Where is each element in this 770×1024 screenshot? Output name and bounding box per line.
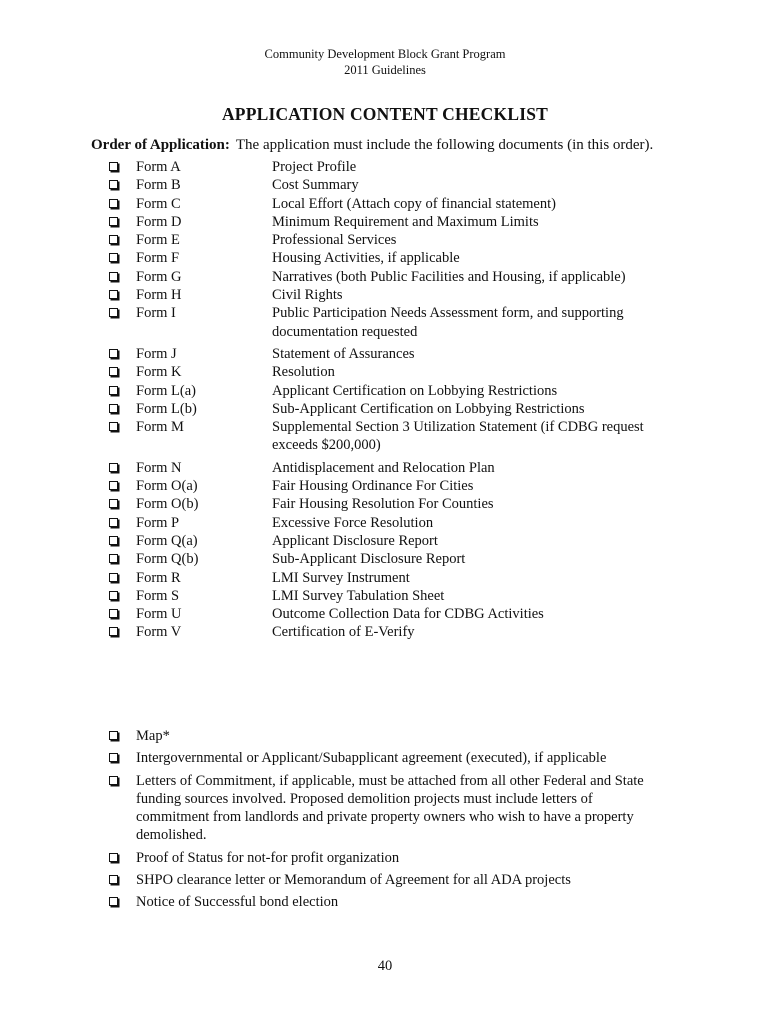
form-description: Civil Rights (272, 287, 343, 304)
checkbox-icon (109, 609, 118, 618)
form-code: Form P (136, 514, 180, 531)
checklist-item-proof-of-status (109, 849, 669, 871)
checklist-item-text: Letters of Commitment, if applicable, must be attached from all other Federal and State funding sources involved. Proposed demolition projects must include letters of commitment from landlords and private property owners who wish to have a property demolished. (136, 772, 644, 844)
intro-text: The application must include the following documents (in this order). (235, 137, 654, 153)
form-code: Form H (136, 287, 182, 304)
checklist-item-form-oa (109, 477, 709, 495)
checklist-item-text: Intergovernmental or Applicant/Subapplicant agreement (executed), if applicable (136, 750, 607, 767)
form-description: Narratives (both Public Facilities and Housing, if applicable) (272, 268, 626, 285)
form-description: Fair Housing Resolution For Counties (272, 496, 494, 513)
form-description: Sub-Applicant Certification on Lobbying Restrictions (272, 400, 585, 417)
checkbox-icon (109, 518, 118, 527)
checklist-item-form-h (109, 286, 709, 304)
checklist-item-form-g (109, 268, 709, 286)
checkbox-icon (109, 875, 118, 884)
checklist-item-form-r (109, 569, 709, 587)
form-code: Form O(a) (136, 478, 198, 495)
form-description: Applicant Certification on Lobbying Restrictions (272, 382, 558, 399)
form-description: Fair Housing Ordinance For Cities (272, 478, 474, 495)
form-description: LMI Survey Tabulation Sheet (272, 587, 445, 604)
form-code: Form F (136, 250, 180, 267)
form-description: Resolution (272, 364, 335, 381)
checkbox-icon (109, 463, 118, 472)
checklist-item-form-a (109, 158, 709, 176)
checkbox-icon (109, 235, 118, 244)
checklist-item-form-k (109, 363, 709, 381)
checklist-item-form-c (109, 195, 709, 213)
form-code: Form C (136, 195, 181, 212)
checklist-item-form-m (109, 418, 709, 459)
checkbox-icon (109, 536, 118, 545)
form-description: Project Profile (272, 159, 357, 175)
checklist-item-form-i (109, 304, 709, 345)
form-description: Certification of E-Verify (272, 624, 415, 641)
checklist-item-form-e (109, 231, 709, 249)
checklist-item-text: Notice of Successful bond election (136, 894, 339, 911)
checklist-item-letters-of-commitment (109, 772, 669, 849)
checklist-item-bond-election (109, 893, 669, 915)
checkbox-icon (109, 554, 118, 563)
additional-documents-list (109, 727, 669, 916)
checkbox-icon (109, 180, 118, 189)
form-description: Outcome Collection Data for CDBG Activities (272, 606, 544, 623)
checklist-item-form-j (109, 345, 709, 363)
form-description: LMI Survey Instrument (272, 569, 410, 586)
checkbox-icon (109, 367, 118, 376)
form-description: Housing Activities, if applicable (272, 250, 460, 267)
header-program-name: Community Development Block Grant Program (264, 47, 506, 61)
form-description: Minimum Requirement and Maximum Limits (272, 213, 539, 230)
checklist-item-form-qb (109, 550, 709, 568)
checkbox-icon (109, 776, 118, 785)
form-code: Form G (136, 268, 182, 285)
checklist-item-form-lb (109, 400, 709, 418)
checkbox-icon (109, 162, 118, 171)
form-description: Applicant Disclosure Report (272, 532, 438, 549)
form-code: Form A (136, 159, 181, 175)
checkbox-icon (109, 290, 118, 299)
checklist-item-form-p (109, 514, 709, 532)
form-code: Form L(a) (136, 382, 196, 399)
checkbox-icon (109, 573, 118, 582)
form-description: Antidisplacement and Relocation Plan (272, 459, 495, 476)
form-code: Form O(b) (136, 496, 199, 513)
form-code: Form E (136, 232, 180, 249)
intro-lead: Order of Application: (91, 137, 230, 153)
form-code: Form D (136, 213, 182, 230)
checkbox-icon (109, 272, 118, 281)
form-code: Form Q(b) (136, 551, 199, 568)
checklist-item-text: SHPO clearance letter or Memorandum of Agreement for all ADA projects (136, 872, 571, 889)
checklist-item-form-b (109, 176, 709, 194)
form-code: Form U (136, 606, 182, 623)
form-code: Form B (136, 177, 181, 194)
checklist-item-text: Proof of Status for not-for profit organization (136, 849, 400, 866)
checkbox-icon (109, 481, 118, 490)
form-code: Form Q(a) (136, 532, 198, 549)
form-code: Form K (136, 364, 182, 381)
checkbox-icon (109, 853, 118, 862)
header-guidelines-year: 2011 Guidelines (344, 63, 426, 77)
form-code: Form M (136, 419, 184, 436)
checklist-item-form-n (109, 459, 709, 477)
form-code: Form N (136, 459, 182, 476)
checkbox-icon (109, 731, 118, 740)
checklist-item-map (109, 727, 669, 749)
checklist-item-shpo-clearance (109, 871, 669, 893)
checklist-item-form-ob (109, 495, 709, 513)
checklist-item-text: Map* (136, 728, 170, 744)
page-number: 40 (377, 958, 393, 974)
checkbox-icon (109, 217, 118, 226)
checkbox-icon (109, 308, 118, 317)
checklist-item-form-f (109, 249, 709, 267)
intro-line (91, 136, 653, 155)
form-code: Form L(b) (136, 400, 197, 417)
form-description: Local Effort (Attach copy of financial statement) (272, 195, 556, 212)
form-code: Form R (136, 569, 181, 586)
form-description: Excessive Force Resolution (272, 514, 434, 531)
checkbox-icon (109, 199, 118, 208)
checklist-item-form-s (109, 587, 709, 605)
checkbox-icon (109, 349, 118, 358)
checklist-item-form-u (109, 605, 709, 623)
checkbox-icon (109, 253, 118, 262)
checklist-item-form-v (109, 623, 709, 641)
page-title: APPLICATION CONTENT CHECKLIST (221, 104, 549, 124)
checkbox-icon (109, 591, 118, 600)
checkbox-icon (109, 404, 118, 413)
form-code: Form J (136, 345, 177, 362)
form-code: Form V (136, 624, 182, 641)
form-description: Statement of Assurances (272, 345, 415, 362)
checklist-item-form-d (109, 213, 709, 231)
form-description: Public Participation Needs Assessment form, and supporting documentation requested (272, 305, 624, 340)
checkbox-icon (109, 386, 118, 395)
form-description: Cost Summary (272, 177, 359, 194)
checkbox-icon (109, 499, 118, 508)
checkbox-icon (109, 627, 118, 636)
form-code: Form I (136, 305, 176, 322)
form-description: Professional Services (272, 232, 397, 249)
checkbox-icon (109, 422, 118, 431)
form-code: Form S (136, 587, 180, 604)
form-checklist (109, 158, 709, 642)
checklist-item-form-la (109, 382, 709, 400)
checkbox-icon (109, 753, 118, 762)
form-description: Supplemental Section 3 Utilization Statement (if CDBG request exceeds $200,000) (272, 419, 644, 454)
form-description: Sub-Applicant Disclosure Report (272, 551, 466, 568)
checklist-item-form-qa (109, 532, 709, 550)
checkbox-icon (109, 897, 118, 906)
checklist-item-intergovernmental-agreement (109, 749, 669, 771)
